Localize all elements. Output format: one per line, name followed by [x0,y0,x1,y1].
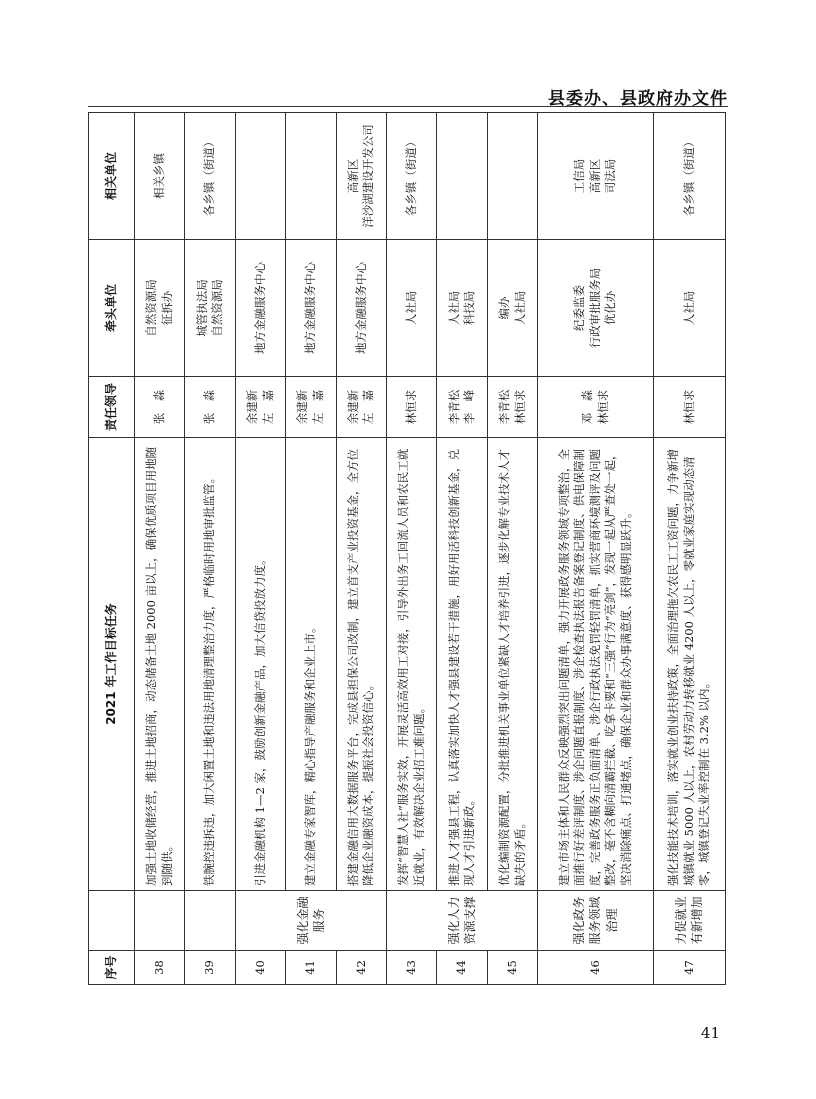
row-leader: 余建新 左 嘉 [235,377,285,438]
row-no: 46 [538,951,654,985]
category-employ: 力促就业有新增加 [653,891,725,951]
table-row [235,113,285,985]
header-leader: 责任领导 [89,377,135,438]
row-leader: 邓 淼 林恒求 [538,377,654,438]
row-no: 40 [235,951,285,985]
row-lead-unit: 地方金融服务中心 [286,240,336,377]
row-task: 搭建金融信用大数据服务平台，完成县担保公司改制，建立首支产业投资基金，全方位降低企业融资成本，提振社会投资信心。 [336,438,386,891]
row-leader: 李青松 林恒求 [487,377,537,438]
header-task: 2021 年工作目标任务 [89,438,135,891]
row-lead-unit: 编办 人社局 [487,240,537,377]
row-task: 加强土地收储经营，推进土地招商，动态储备土地 2000 亩以上，确保优质项目用地随到随供。 [135,438,185,891]
row-related-unit: 工信局 高新区 司法局 [538,113,654,240]
row-leader: 林恒求 [653,377,725,438]
row-lead-unit: 纪委监委 行政审批服务局 优化办 [538,240,654,377]
row-no: 44 [437,951,487,985]
row-related-unit: 各乡镇（街道） [653,113,725,240]
table-row [387,113,437,985]
header-no: 序号 [89,951,135,985]
row-task: 优化编制资源配置，分批推进机关事业单位紧缺人才培养引进，逐步化解专业技术人才缺失的矛盾。 [487,438,537,891]
table-row [135,113,185,985]
row-no: 42 [336,951,386,985]
row-related-unit: 各乡镇（街道） [185,113,235,240]
row-lead-unit: 自然资源局 征拆办 [135,240,185,377]
row-related-unit: 相关乡镇 [135,113,185,240]
row-lead-unit: 人社局 [387,240,437,377]
table-header-row [89,113,135,985]
header-divider [88,106,728,107]
rotated-table-container [88,113,726,985]
header-category [89,891,135,951]
row-task: 引进金融机构 1—2 家，鼓励创新金融产品，加大信贷投放力度。 [235,438,285,891]
row-task: 发挥“智慧人社”服务实效，开展灵活高效用工对接，引导外出务工回流人员和农民工就近就业，有效解决企业招工难问题。 [387,438,437,891]
row-no: 45 [487,951,537,985]
row-leader: 林恒求 [387,377,437,438]
row-no: 41 [286,951,336,985]
row-task: 强化技能技术培训，落实就业创业扶持政策，全面治理拖欠农民工工资问题，力争新增城镇就业 5000 人以上，农村劳动力转移就业 4200 人以上，零就业家庭实现动态清零，城镇登记失业率控制在 3.2% 以内。 [653,438,725,891]
row-leader: 余建新 左 嘉 [336,377,386,438]
table-row [185,113,235,985]
row-lead-unit: 人社局 [653,240,725,377]
row-task: 铁腕控违拆违，加大闲置土地和违法用地清理整治力度，严格临时用地审批监管。 [185,438,235,891]
row-category-empty [185,891,235,951]
row-related-unit [286,113,336,240]
row-no: 43 [387,951,437,985]
task-table [88,112,726,985]
row-category-empty [135,891,185,951]
table-row [437,113,487,985]
row-lead-unit: 人社局 科技局 [437,240,487,377]
category-gov: 强化政务服务领域治理 [538,891,654,951]
row-leader: 余建新 左 嘉 [286,377,336,438]
table-row [538,113,654,985]
row-task: 建立市场主体和人民群众反映强烈突出问题清单，强力开展政务服务领域专项整治，全面推行好差评制度、涉企问题直报制度、涉企检查执法报告备案登记制度、供电保障制度，完善政务服务正负面清单、涉企行政执法免罚轻罚清单，抓实营商环境测评及问题整改，毫不含糊向清霸拦截、吃拿卡要和“三强”行为“亮剑”，发现一起从严查处一起，坚决消除痛点、打通堵点，确保企业和群众办事满意度、获得感明显跃升。 [538,438,654,891]
row-related-unit [235,113,285,240]
row-lead-unit: 地方金融服务中心 [235,240,285,377]
category-finance: 强化金融服务 [235,891,386,951]
table-row [336,113,386,985]
row-task: 推进人才强县工程，认真落实加快人才强县建设若干措施，用好用活科技创新基金，兑现人才引进新政。 [437,438,487,891]
row-related-unit: 各乡镇（街道） [387,113,437,240]
category-talent: 强化人力资源支撑 [387,891,538,951]
page-header-title: 县委办、县政府办文件 [548,89,728,109]
table-row [487,113,537,985]
table-row [286,113,336,985]
row-related-unit [487,113,537,240]
table-row [653,113,725,985]
page-number: 41 [700,1024,720,1042]
header-lead-unit: 牵头单位 [89,240,135,377]
row-leader: 李青松 李 峰 [437,377,487,438]
row-related-unit: 高新区 洋沙湖建设开发公司 [336,113,386,240]
row-leader: 张 淼 [185,377,235,438]
row-task: 建立金融专家智库，精心指导产融服务和企业上市。 [286,438,336,891]
row-related-unit [437,113,487,240]
row-lead-unit: 地方金融服务中心 [336,240,386,377]
header-related-unit: 相关单位 [89,113,135,240]
row-no: 39 [185,951,235,985]
row-no: 38 [135,951,185,985]
row-no: 47 [653,951,725,985]
row-lead-unit: 城管执法局 自然资源局 [185,240,235,377]
row-leader: 张 淼 [135,377,185,438]
